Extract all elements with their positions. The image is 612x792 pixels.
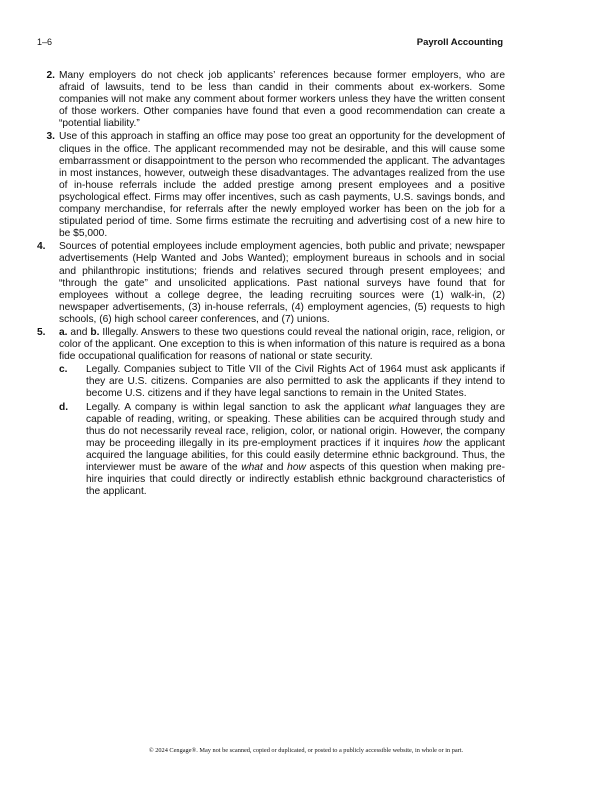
running-title: Payroll Accounting <box>416 37 503 48</box>
subanswer-conjunction: and <box>67 326 91 338</box>
subanswer-label-a: a. <box>59 326 68 338</box>
subanswer-text: Illegally. Answers to these two questions could reveal the national origin, race, religion, or color of the applicant. One exception to this is when information of this nature is required as a bona fide occupational qualification for reasons of national or state security. <box>59 326 505 363</box>
answer-number: 2. <box>46 70 55 81</box>
subanswer-label-b: b. <box>90 326 100 338</box>
answer-3 <box>37 131 505 240</box>
page-number: 1–6 <box>37 37 53 47</box>
subanswer-text: Legally. A company is within legal sanction to ask the applicant what languages they are capable of reading, writing, or speaking. These abilities can be acquired through study and thus do not necessarily reveal race, religion, color, or national origin. However, the company may be proceeding illegally in its pre-employment practices if it inquires how the applicant acquired the language abilities, for this could easily determine ethnic background. Thus, the interviewer must be aware of the what and how aspects of this question when making pre-hire inquiries that could directly or indirectly establish ethnic background characteristics of the applicant. <box>86 401 505 498</box>
subanswer-label: c. <box>59 364 68 376</box>
subanswer-label: d. <box>59 401 69 413</box>
answer-list <box>37 70 505 500</box>
answer-text: Sources of potential employees include employment agencies, both public and private; newspaper advertisements (Help Wanted and Jobs Wanted); employment bureaus in schools and in social and philanthropic institutions; friends and relatives secured through present employees; and “through the gate” and unsolicited applications. Past national surveys have found that for employees without a college degree, the leading recruiting sources were (1) walk-in, (2) newspaper advertisements, (3) in-house referrals, (4) employment agencies, (5) requests to high schools, (6) high school career conferences, and (7) unions. <box>59 241 505 325</box>
emphasis-how: how <box>287 462 306 473</box>
running-header <box>37 37 503 48</box>
answer-text: Many employers do not check job applicants’ references because former employers, who are afraid of lawsuits, tend to be less than candid in their comments about ex-workers. Some companies will not make any comment about former workers unless they have the written consent of those workers. Other companies have found that even a good recommendation can create a “potential liability.” <box>59 70 505 130</box>
answer-5 <box>37 327 505 499</box>
answer-2 <box>37 70 505 130</box>
copyright-footer: © 2024 Cengage®. May not be scanned, copied or duplicated, or posted to a publicly accessible website, in whole or in part. <box>148 747 464 754</box>
subanswer-d <box>59 402 505 499</box>
subanswer-text: Legally. Companies subject to Title VII of the Civil Rights Act of 1964 must ask applicants if they are U.S. citizens. Companies are also permitted to ask the applicants if they intend to become U.S. citizens and if they have legal sanctions to remain in the United States. <box>86 364 505 400</box>
answer-text: Use of this approach in staffing an office may pose too great an opportunity for the development of cliques in the office. The applicant recommended may not be desirable, and this will cause some embarrassment or disappointment to the person who recommended the applicant. The advantages in most instances, however, outweigh these disadvantages. The advantages realized from the use of in-house referrals include the added prestige among present employees and a positive psychological effect. Firms may offer incentives, such as cash payments, U.S. savings bonds, and company merchandise, for referrals after the newly employed worker has been on the job for a stipulated period of time. Some firms estimate the recruiting and advertising cost of a new hire to be $5,000. <box>59 131 505 240</box>
subanswer-c <box>59 364 505 400</box>
answer-4 <box>37 241 505 326</box>
answer-number: 5. <box>37 326 46 338</box>
emphasis-what: what <box>241 462 263 473</box>
subanswer-ab <box>59 327 505 363</box>
answer-number: 4. <box>37 241 46 253</box>
answer-number: 3. <box>46 131 55 143</box>
emphasis-how: how <box>423 437 442 449</box>
emphasis-what: what <box>388 401 411 413</box>
